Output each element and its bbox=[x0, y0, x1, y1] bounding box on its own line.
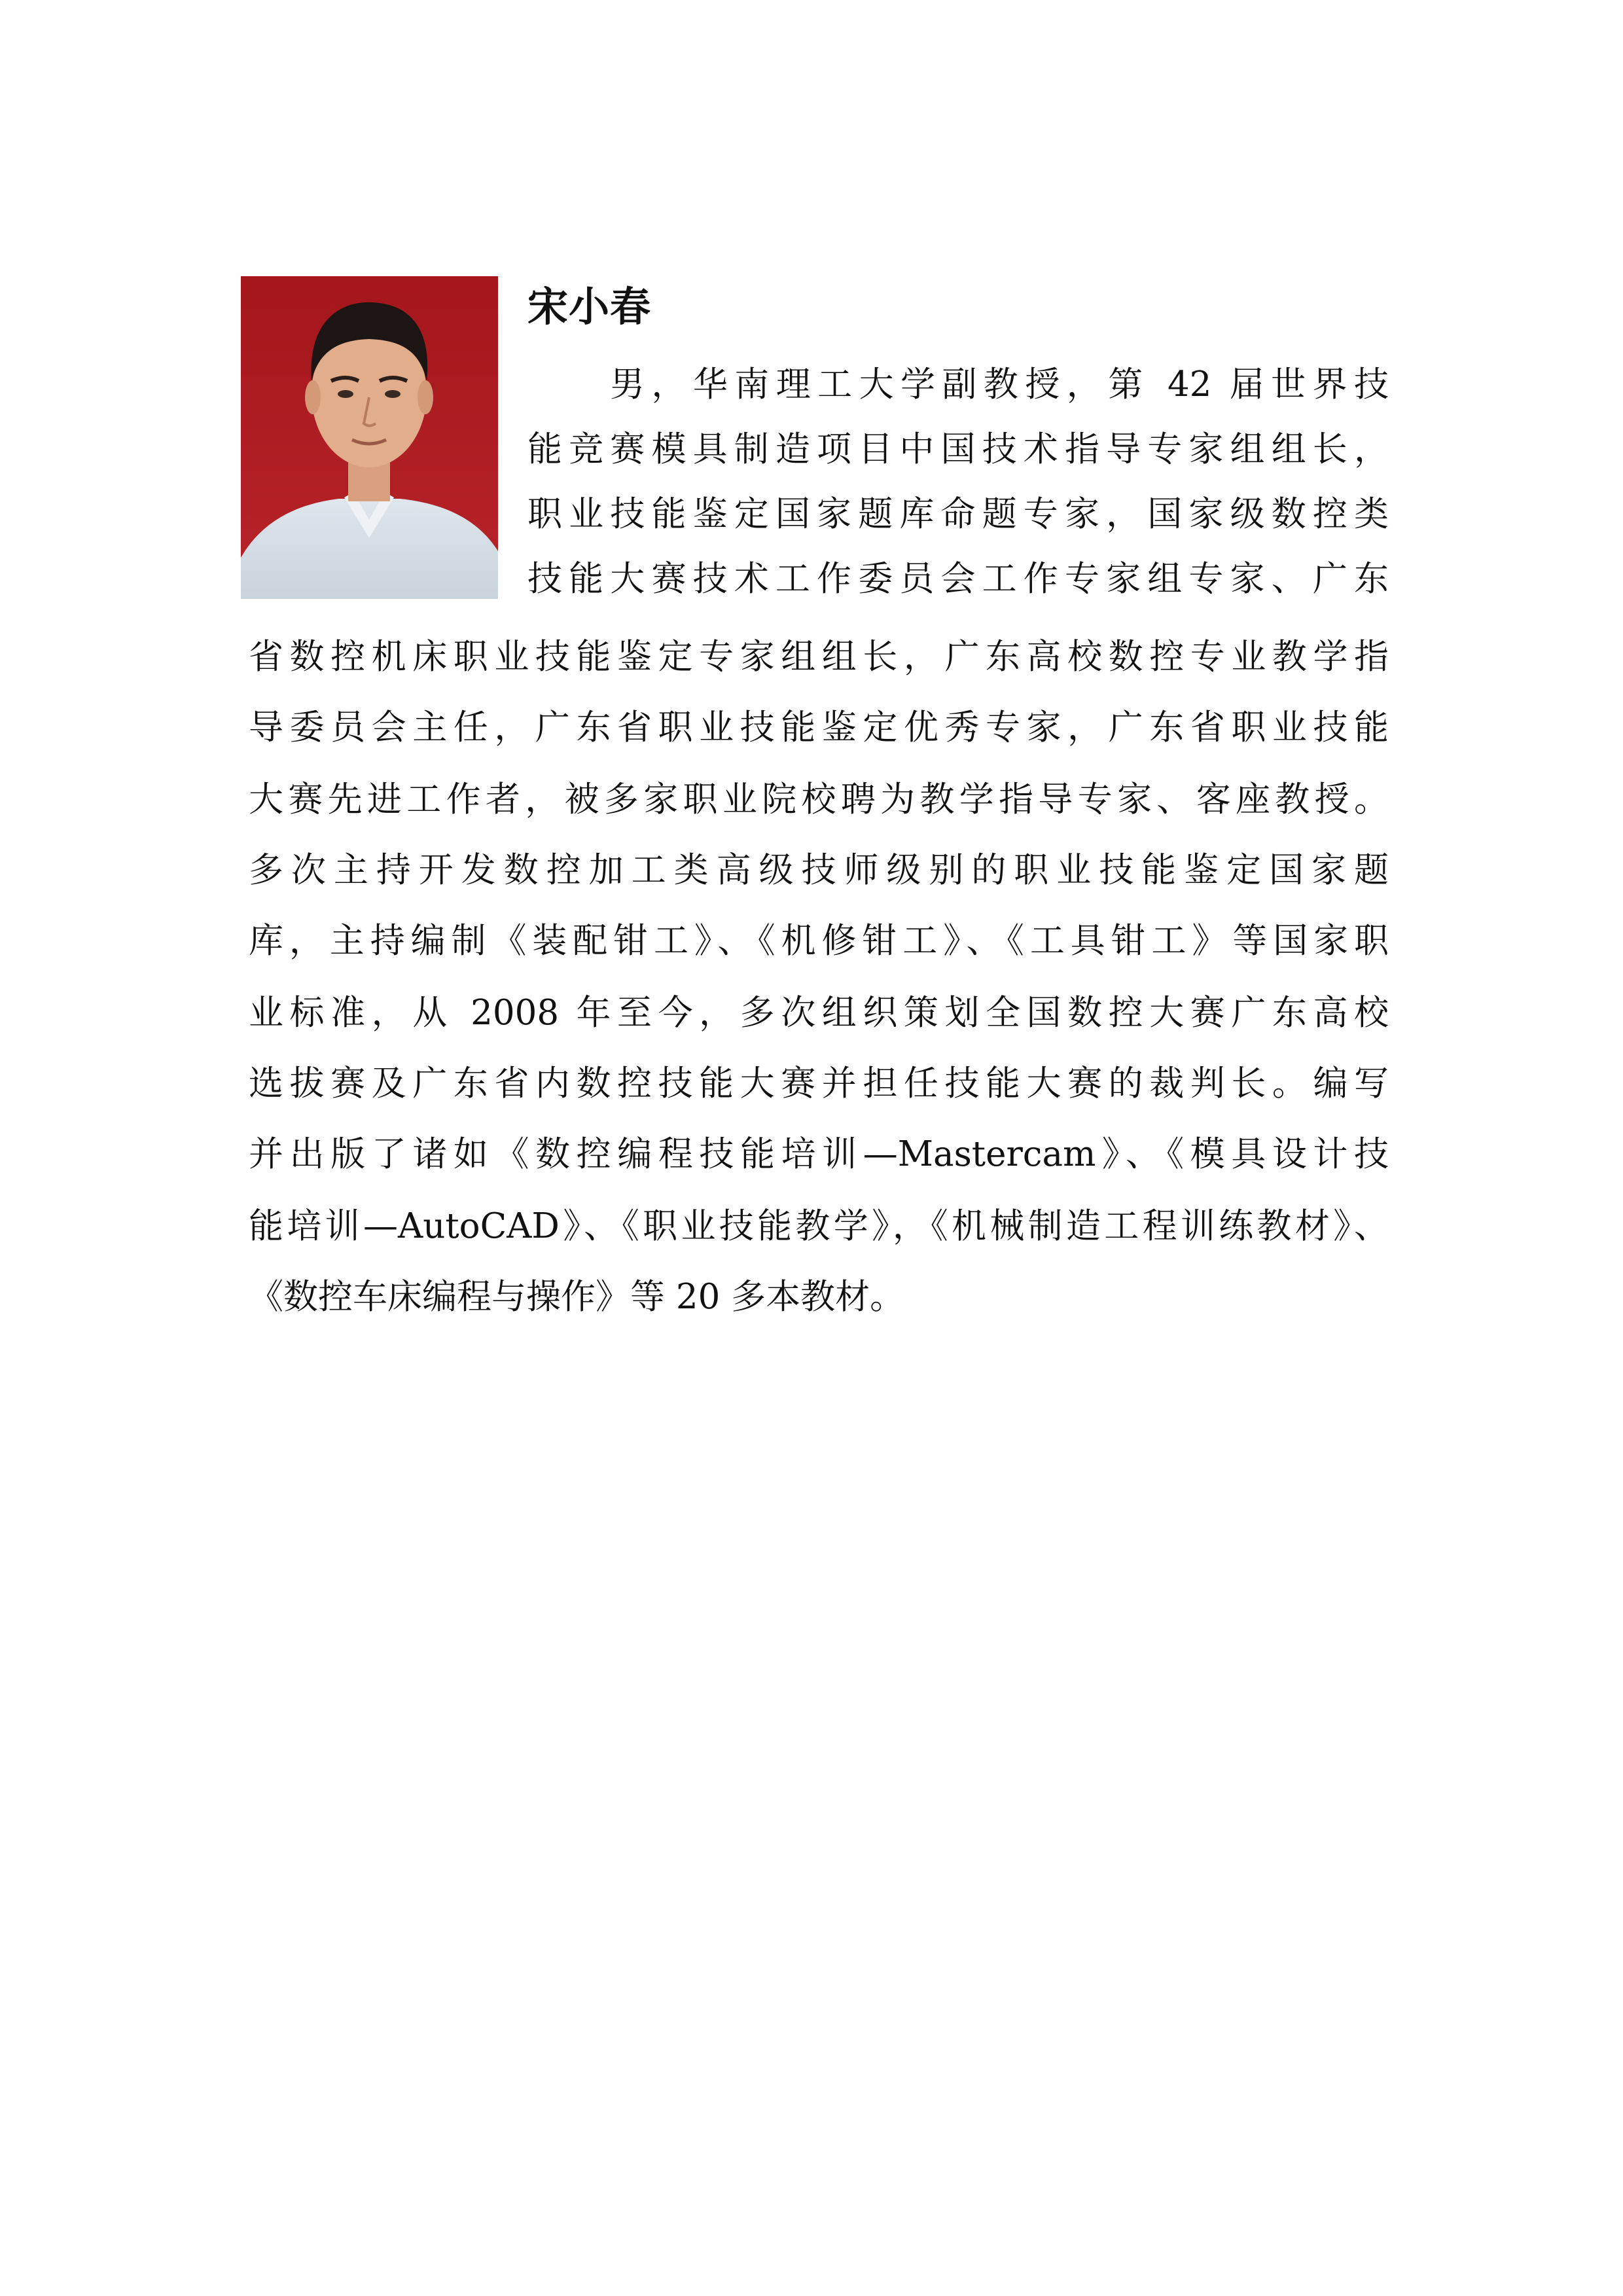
bio-line: 大赛先进工作者，被多家职业院校聘为教学指导专家、客座教授。 bbox=[249, 780, 1389, 819]
bio-line: 能培训—AutoCAD》、《职业技能教学》，《机械制造工程训练教材》、 bbox=[249, 1206, 1389, 1246]
bio-line: 男，华南理工大学副教授，第 42 届世界技 bbox=[610, 365, 1389, 404]
bio-line: 选拔赛及广东省内数控技能大赛并担任技能大赛的裁判长。编写 bbox=[249, 1064, 1389, 1103]
bio-line: 《数控车床编程与操作》等 20 多本教材。 bbox=[249, 1277, 905, 1317]
portrait-illustration bbox=[241, 276, 498, 599]
bio-line: 省数控机床职业技能鉴定专家组组长，广东高校数控专业教学指 bbox=[249, 637, 1389, 677]
bio-line: 并出版了诸如《数控编程技能培训—Mastercam》、《模具设计技 bbox=[249, 1134, 1389, 1174]
bio-line: 职业技能鉴定国家题库命题专家，国家级数控类 bbox=[527, 494, 1389, 534]
bio-line: 库，主持编制《装配钳工》、《机修钳工》、《工具钳工》等国家职 bbox=[249, 921, 1389, 961]
portrait-photo bbox=[241, 276, 498, 599]
bio-line: 能竞赛模具制造项目中国技术指导专家组组长， bbox=[527, 429, 1389, 469]
bio-line: 技能大赛技术工作委员会工作专家组专家、广东 bbox=[527, 559, 1389, 599]
bio-line: 多次主持开发数控加工类高级技师级别的职业技能鉴定国家题 bbox=[249, 850, 1389, 890]
bio-line: 业标准，从 2008 年至今，多次组织策划全国数控大赛广东高校 bbox=[249, 993, 1389, 1033]
person-name: 宋小春 bbox=[527, 283, 652, 331]
bio-line: 导委员会主任，广东省职业技能鉴定优秀专家，广东省职业技能 bbox=[249, 708, 1389, 747]
